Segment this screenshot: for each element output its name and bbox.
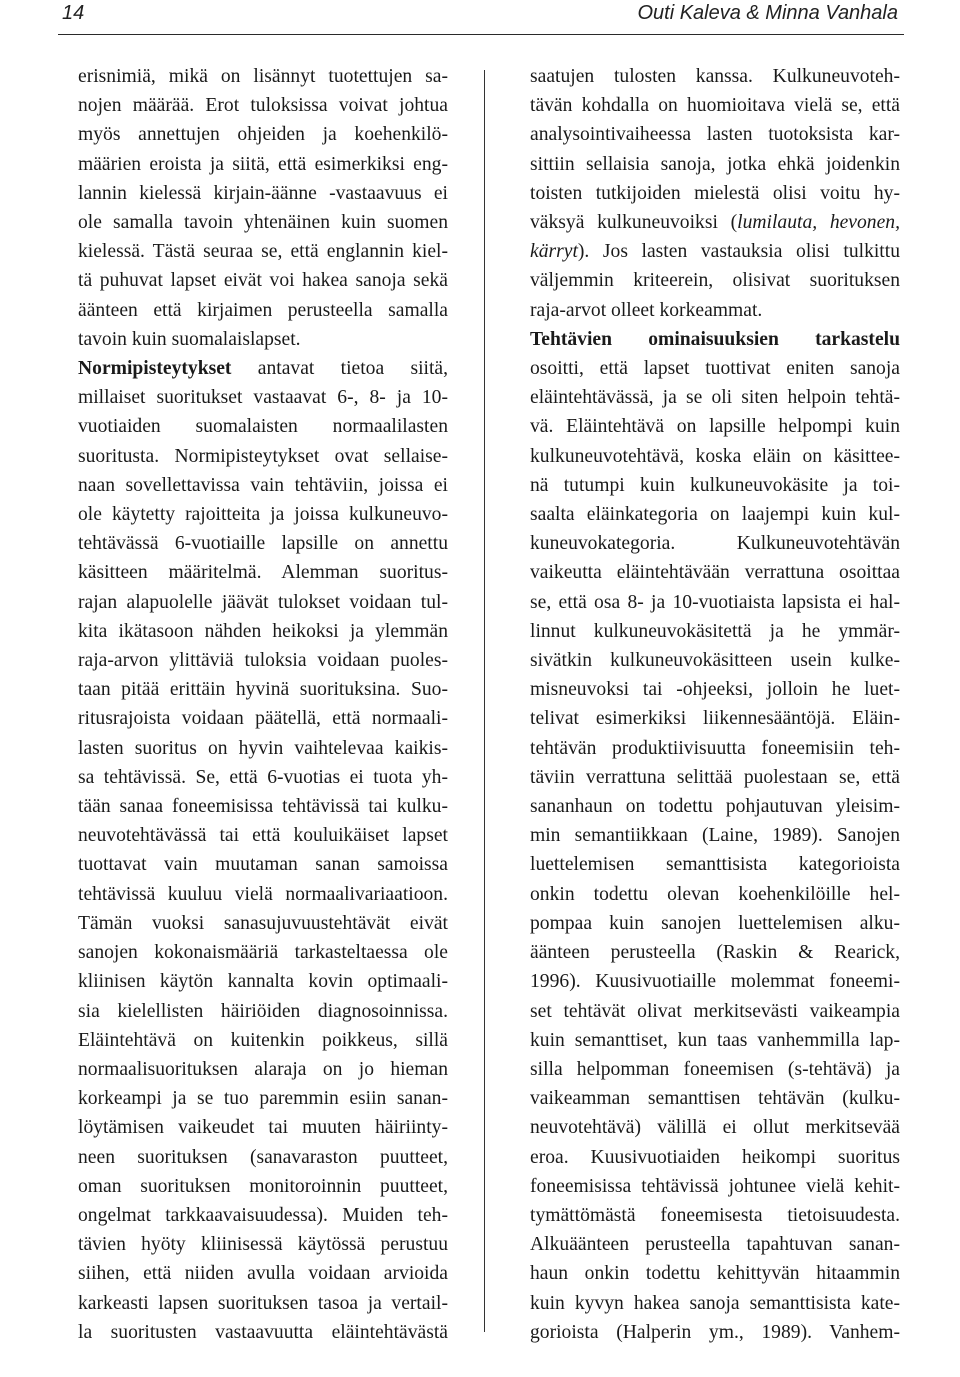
bold-term-normipisteytykset: Normipisteytykset <box>78 358 232 380</box>
text-line: sittiin sellaisia sanoja, jotka ehkä joidenkin <box>530 153 900 175</box>
text-line: Eläintehtävä on kuitenkin poikkeus, sillä <box>78 1029 448 1051</box>
text-line: oman suorituksen monitoroinnin puutteet, <box>78 1175 448 1197</box>
left-column <box>78 62 448 1347</box>
text-line: osoitti, että lapset tuottivat eniten sanoja <box>530 358 900 380</box>
text-line: äänteen perusteella (Raskin & Rearick, <box>530 942 900 964</box>
text-line: raja-arvot olleet korkeammat. <box>530 299 763 321</box>
text-line: saatujen tulosten kanssa. Kulkuneuvoteh- <box>530 66 900 87</box>
text-line: naan sovellettavissa vain tehtäviin, joissa ei <box>78 474 448 496</box>
text-line: misneuvoksi tai -ohjeeksi, jolloin he luet- <box>530 679 900 701</box>
text-line: kuneuvokategoria. Kulkuneuvotehtävän <box>530 533 900 555</box>
text-line: ole käytetty rajoitteita ja joissa kulkuneuvo- <box>78 504 448 526</box>
text-line: analysointivaiheessa lasten tuotoksista kar- <box>530 124 900 146</box>
text-line: kuin semanttiset, kun taas vanhemmilla lap- <box>530 1029 900 1051</box>
text-line: vaikeamman semanttisen tehtävän (kulku- <box>530 1088 900 1110</box>
text-line: kulkuneuvotehtävä, koska eläin on käsittee- <box>530 445 900 467</box>
text-line: set tehtävät olivat merkitsevästi vaikeampia <box>530 1000 900 1022</box>
text-line: tävien hyöty kliinisessä käytössä perustuu <box>78 1234 448 1256</box>
text-line: löytämisen vaikeudet tai muuten häiriinty- <box>78 1117 448 1139</box>
header-rule <box>58 34 904 35</box>
text-line: taan pitää erittäin hyvinä suorituksina. Suo- <box>78 679 448 701</box>
text-line: kliinisen käytön kannalta kovin optimaali- <box>78 971 448 993</box>
text-line: tavoin kuin suomalaislapset. <box>78 328 301 350</box>
text-line: sa tehtävissä. Se, että 6-vuotias ei tuota yh- <box>78 766 448 788</box>
text-line: suoritusta. Normipisteytykset ovat sellaise- <box>78 445 448 467</box>
text-line: ongelmat tarkkaavaisuudessa). Muiden teh- <box>78 1204 448 1226</box>
text-line: luettelemisen semanttisista kategorioista <box>530 854 900 876</box>
text-line: neuvotehtävä) välillä ei ollut merkitsevää <box>530 1117 900 1139</box>
text-line: erisnimiä, mikä on lisännyt tuotettujen sa- <box>78 66 448 87</box>
text-line: nojen määrää. Erot tuloksissa voivat johtua <box>78 95 448 117</box>
text-line: lannin kielessä kirjain-äänne -vastaavuus ei <box>78 182 448 204</box>
text-line: täviin verrattuna selittää puolestaan se, että <box>530 766 900 788</box>
text-line: kita ikätasoon nähden heikoksi ja ylemmän <box>78 620 448 642</box>
text-line: sananhaun on todettu pohjautuvan yleisim- <box>530 796 900 818</box>
text-line: rajan alapuolelle jäävät tulokset voidaan tul- <box>78 591 448 613</box>
paragraph-lead-line <box>78 354 448 383</box>
text-line: vä. Eläintehtävä on lapsille helpompi kuin <box>530 416 900 438</box>
text-line: tehtävissä kuuluu vielä normaalivariaatioon. <box>78 883 448 905</box>
text-line: myös annettujen ohjeiden ja koehenkilö- <box>78 124 448 146</box>
text-line: korkeampi ja se tuo paremmin esiin sanan- <box>78 1088 448 1110</box>
text-line: sivätkin kulkuneuvokäsitteen usein kulke- <box>530 650 900 672</box>
text-line: äänteen että kirjaimen perusteella samalla <box>78 299 448 321</box>
text-line: la suoritusten vastaavuutta eläintehtävästä <box>78 1321 448 1343</box>
text-line: ritusrajoista voidaan päätellä, että normaali- <box>78 708 448 730</box>
text-fragment: väksyä kulkuneuvoiksi ( <box>530 212 738 234</box>
text-line: foneemisissa tehtävissä johtunee vielä kehit- <box>530 1175 900 1197</box>
text-line: toisten tutkijoiden mielestä olisi voitu hy- <box>530 182 900 204</box>
italic-example: kärryt <box>530 241 578 263</box>
text-line: linnut kulkuneuvokäsitettä ja he ymmär- <box>530 620 900 642</box>
text-line: raja-arvon ylittäviä tuloksia voidaan puoles- <box>78 650 448 672</box>
paragraph-lead-line <box>530 325 900 354</box>
text-line: Tämän vuoksi sanasujuvuustehtävät eivät <box>78 912 448 934</box>
bold-term-tehtavien-ominaisuuksien: Tehtävien ominaisuuksien tarkastelu <box>530 328 900 350</box>
text-line: Alkuäänteen perusteella tapahtuvan sanan- <box>530 1234 900 1256</box>
text-line: telivat esimerkiksi liikennesääntöjä. Eläin- <box>530 708 900 730</box>
text-line: onkin todettu olevan koehenkilöille hel- <box>530 883 900 905</box>
text-line: silla helpomman foneemisen (s-tehtävä) ja <box>530 1058 900 1080</box>
right-column <box>530 62 900 1347</box>
text-line: min semantiikkaan (Laine, 1989). Sanojen <box>530 825 900 847</box>
text-line: siihen, että niiden avulla voidaan arvioida <box>78 1263 448 1285</box>
running-head-authors: Outi Kaleva & Minna Vanhala <box>637 2 898 24</box>
text-line: se, että osa 8- ja 10-vuotiaista lapsista ei hal- <box>530 591 900 613</box>
text-line: sanojen kokonaismääriä tarkasteltaessa ole <box>78 942 448 964</box>
text-line: millaiset suoritukset vastaavat 6-, 8- ja 10- <box>78 387 448 409</box>
italic-examples: lumilauta, hevonen, <box>737 212 900 234</box>
text-line: ole samalla tavoin yhtenäinen kuin suomen <box>78 212 448 234</box>
text-line: normaalisuorituksen alaraja on jo hieman <box>78 1058 448 1080</box>
column-divider <box>484 70 485 1332</box>
text-line: tä puhuvat lapset eivät voi hakea sanoja sekä <box>78 270 448 292</box>
text-line: saalta eläinkategoria on laajempi kuin kul- <box>530 504 900 526</box>
text-line: väljemmin kriteerein, olisivat suorituksen <box>530 270 900 292</box>
text-fragment: ). Jos lasten vastauksia olisi tulkittu <box>577 241 900 263</box>
text-fragment: antavat tietoa siitä, <box>231 358 448 380</box>
text-line: eroa. Kuusivuotiaiden heikompi suoritus <box>530 1146 900 1168</box>
text-line <box>530 208 900 237</box>
text-line: tehtävässä 6-vuotiaille lapsille on annettu <box>78 533 448 555</box>
text-line: nä tutumpi kuin kulkuneuvokäsite ja toi- <box>530 474 900 496</box>
text-line: tymättömästä foneemisesta tietoisuudesta. <box>530 1204 900 1226</box>
text-line: kuin kyvyn hakea sanoja semanttisista kate- <box>530 1292 900 1314</box>
text-line: haun onkin todettu kehittyvän hitaammin <box>530 1263 900 1285</box>
text-line <box>530 237 900 266</box>
text-line: käsitteen määritelmä. Alemman suoritus- <box>78 562 448 584</box>
text-line: määrien eroista ja siitä, että esimerkiksi eng- <box>78 153 448 175</box>
text-line: 1996). Kuusivuotiaille molemmat foneemi- <box>530 971 900 993</box>
text-line: gorioista (Halperin ym., 1989). Vanhem- <box>530 1321 900 1343</box>
page-header <box>0 0 960 34</box>
text-line: lasten suoritus on hyvin vaihtelevaa kaikis- <box>78 737 448 759</box>
text-line: vaikeutta eläintehtävään verrattuna osoittaa <box>530 562 900 584</box>
text-line: neuvotehtävässä tai että kouluikäiset lapset <box>78 825 448 847</box>
text-line: eläintehtävässä, ja se oli siten helpoin tehtä- <box>530 387 900 409</box>
page-number: 14 <box>62 2 85 24</box>
text-line: karkeasti lapsen suorituksen tasoa ja vertail- <box>78 1292 448 1314</box>
text-line: neen suorituksen (sanavaraston puutteet, <box>78 1146 448 1168</box>
text-line: kielessä. Tästä seuraa se, että englannin kiel- <box>78 241 448 263</box>
text-line: pompaa kuin sanojen luettelemisen alku- <box>530 912 900 934</box>
text-line: sia kielellisten häiriöiden diagnosoinnissa. <box>78 1000 448 1022</box>
text-line: vuotiaiden suomalaisten normaalilasten <box>78 416 448 438</box>
text-line: tävän kohdalla on huomioitava vielä se, että <box>530 95 900 117</box>
text-line: tään sanaa foneemisissa tehtävissä tai kulku- <box>78 796 448 818</box>
text-line: tuottavat vain muutaman sanan samoissa <box>78 854 448 876</box>
text-line: tehtävän produktiivisuutta foneemisiin teh- <box>530 737 900 759</box>
